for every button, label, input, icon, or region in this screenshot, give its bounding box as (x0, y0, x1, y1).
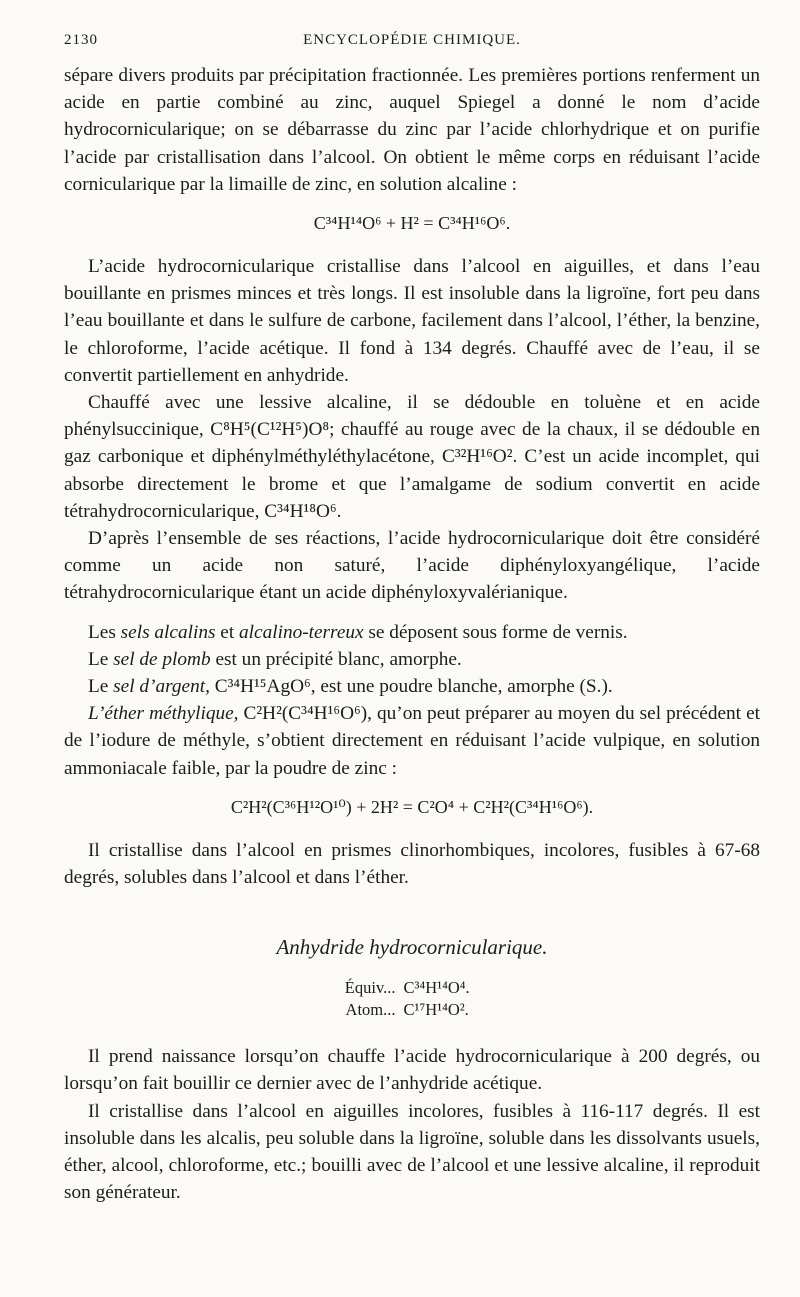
paragraph-decomposition: Chauffé avec une lessive alcaline, il se dédouble en toluène et en acide phénylsuccinique, C⁸H⁵(C¹²H⁵)O⁸; chauffé au rouge avec de la chaux, il se dédouble en gaz carbonique et diphénylméthyléthylacétone, C³²H¹⁶O². C’est un acide incomplet, qui absorbe directement le brome et que l’amalgame de sodium convertit en acide tétrahydrocornicularique, C³⁴H¹⁸O⁶. (64, 392, 760, 522)
formula-reduction: C³⁴H¹⁴O⁶ + H² = C³⁴H¹⁶O⁶. (313, 213, 511, 234)
atom-row (64, 999, 760, 1021)
paragraph-alkaline-salts: Les sels alcalins et alcalino-terreux se déposent sous forme de vernis. (88, 621, 628, 643)
formula-vulpic-reduction: C²H²(C³⁶H¹²O¹⁰) + 2H² = C²O⁴ + C²H²(C³⁴H¹⁶O⁶). (230, 796, 594, 817)
formula-table (64, 977, 760, 1021)
atom-value: C¹⁷H¹⁴O². (403, 1000, 469, 1020)
paragraph-constitution: D’après l’ensemble de ses réactions, l’acide hydrocornicularique doit être considéré comme un acide non saturé, l’acide diphényloxyangélique, l’acide tétrahydrocornicularique étant un acide diphényloxyvalérianique. (64, 528, 760, 604)
section-heading: Anhydride hydrocornicularique. (276, 935, 548, 960)
paragraph-formation: Il prend naissance lorsqu’on chauffe l’acide hydrocornicularique à 200 degrés, ou lorsqu’on fait bouillir ce dernier avec de l’anhydride acétique. (64, 1046, 760, 1095)
equiv-label: Équiv... (344, 978, 396, 998)
term-ether-methylique: L’éther méthylique, (88, 703, 239, 725)
term-alcalino-terreux: alcalino-terreux (239, 621, 364, 643)
document-page (64, 28, 760, 1207)
paragraph-ether-crystals: Il cristallise dans l’alcool en prismes clinorhombiques, incolores, fusibles à 67-68 degrés, solubles dans l’alcool et dans l’éther. (64, 839, 760, 889)
equiv-value: C³⁴H¹⁴O⁴. (403, 978, 470, 998)
term-sel-de-plomb: sel de plomb (113, 648, 211, 670)
paragraph-methyl-ether: L’éther méthylique, C²H²(C³⁴H¹⁶O⁶), qu’on peut préparer au moyen du sel précédent et de l’iodure de méthyle, s’obtient directement en réduisant l’acide vulpique, en solution ammoniacale faible, par la poudre de zinc : (64, 703, 760, 779)
paragraph-properties: L’acide hydrocornicularique cristallise dans l’alcool en aiguilles, et dans l’eau bouillante en prismes minces et très longs. Il est insoluble dans la ligroïne, fort peu dans l’eau bouillante et dans le sulfure de carbone, facilement dans l’alcool, l’éther, la benzine, le chloroforme, l’acide acétique. Il fond à 134 degrés. Chauffé avec de l’eau, il se convertit partiellement en anhydride. (64, 256, 760, 386)
running-title: ENCYCLOPÉDIE CHIMIQUE. (303, 32, 521, 48)
page-header (64, 28, 760, 54)
term-sel-dargent: sel d’argent, (113, 676, 210, 698)
page-number: 2130 (64, 32, 98, 48)
paragraph-intro: sépare divers produits par précipitation fractionnée. Les premières portions renferment un acide en partie combiné au zinc, auquel Spiegel a donné le nom d’acide hydrocornicularique; on se débarrasse du zinc par l’acide chlorhydrique et on purifie l’acide par cristallisation dans l’alcool. On obtient le même corps en réduisant l’acide cornicularique par la limaille de zinc, en solution alcaline : (64, 65, 760, 195)
paragraph-anhydride-properties: Il cristallise dans l’alcool en aiguilles incolores, fusibles à 116-117 degrés. Il est insoluble dans les alcalis, peu soluble dans la ligroïne, soluble dans les dissolvants usuels, éther, alcool, chloroforme, etc.; bouilli avec de l’alcool et une lessive alcaline, il reproduit son générateur. (64, 1100, 760, 1204)
paragraph-lead-salt: Le sel de plomb est un précipité blanc, amorphe. (88, 648, 462, 670)
term-sels-alcalins: sels alcalins (120, 621, 216, 643)
equiv-row (64, 977, 760, 999)
atom-label: Atom... (345, 1000, 396, 1020)
paragraph-silver-salt: Le sel d’argent, C³⁴H¹⁵AgO⁶, est une poudre blanche, amorphe (S.). (88, 676, 613, 698)
